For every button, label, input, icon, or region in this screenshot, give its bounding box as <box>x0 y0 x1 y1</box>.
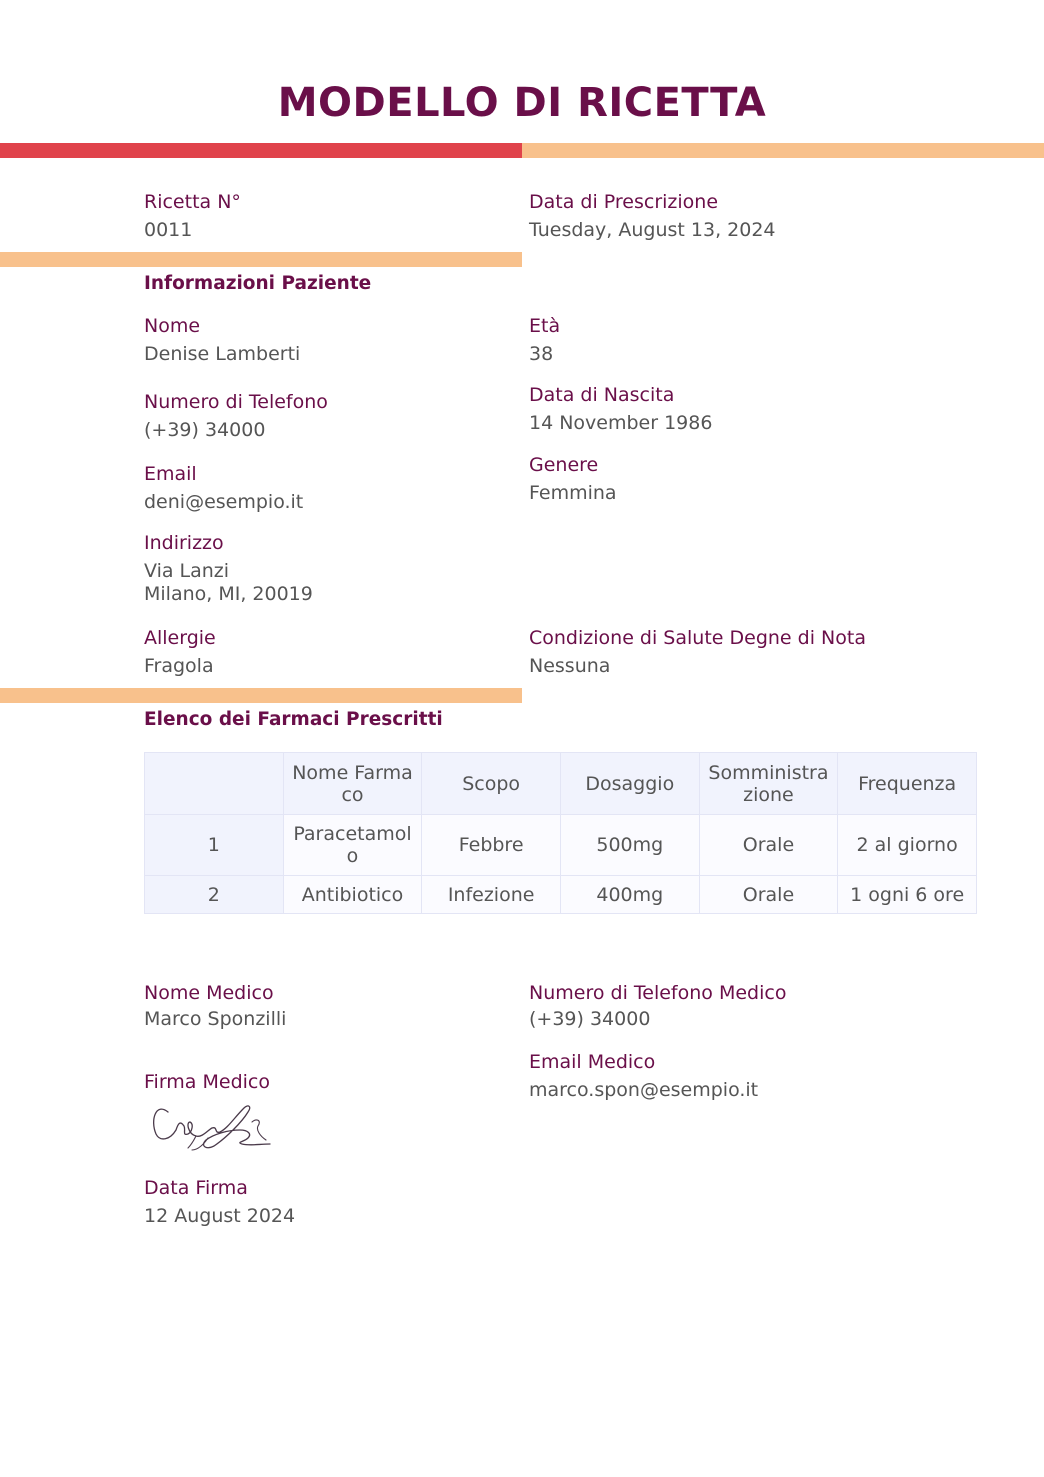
table-header-cell: Dosaggio <box>560 753 699 815</box>
table-header-cell <box>145 753 284 815</box>
doctor-signature-label: Firma Medico <box>144 1071 270 1093</box>
prescription-number-label: Ricetta N° <box>144 191 241 213</box>
table-cell: 400mg <box>560 876 699 914</box>
table-cell: Febbre <box>422 815 561 876</box>
patient-name-label: Nome <box>144 315 201 337</box>
patient-email-label: Email <box>144 463 197 485</box>
table-header-cell: Somministrazione <box>699 753 838 815</box>
patient-age-value: 38 <box>529 343 554 365</box>
table-cell-index: 1 <box>145 815 284 876</box>
patient-gender-label: Genere <box>529 454 599 476</box>
table-cell: 2 al giorno <box>838 815 977 876</box>
patient-name-field <box>144 314 300 366</box>
prescription-number-field <box>144 190 241 242</box>
doctor-email-label: Email Medico <box>529 1051 656 1073</box>
doctor-name-label: Nome Medico <box>144 982 274 1004</box>
patient-age-field <box>529 314 560 366</box>
medications-table <box>144 752 977 914</box>
sign-date-field <box>144 1176 295 1228</box>
patient-age-label: Età <box>529 315 561 337</box>
patient-birth-label: Data di Nascita <box>529 384 675 406</box>
prescription-number-value: 0011 <box>144 219 193 241</box>
patient-conditions-field <box>529 626 866 678</box>
header-divider-red <box>0 143 522 158</box>
table-header-cell: Frequenza <box>838 753 977 815</box>
doctor-name-field <box>144 981 286 1031</box>
patient-birth-value: 14 November 1986 <box>529 412 713 434</box>
patient-phone-field <box>144 390 328 442</box>
doctor-name-value: Marco Sponzilli <box>144 1008 287 1030</box>
table-cell: Orale <box>699 876 838 914</box>
prescription-date-field <box>529 190 776 242</box>
table-cell-index: 2 <box>145 876 284 914</box>
page-title: MODELLO DI RICETTA <box>277 80 767 126</box>
patient-gender-field <box>529 453 617 505</box>
patient-gender-value: Femmina <box>529 482 617 504</box>
patient-email-field <box>144 462 303 514</box>
patient-name-value: Denise Lamberti <box>144 343 301 365</box>
table-cell: Paracetamolo <box>283 815 422 876</box>
table-header-cell: Scopo <box>422 753 561 815</box>
patient-address-line2: Milano, MI, 20019 <box>144 583 313 605</box>
table-header-row <box>145 753 977 815</box>
table-row <box>145 815 977 876</box>
table-header-cell: Nome Farmaco <box>283 753 422 815</box>
patient-divider <box>0 252 522 267</box>
medications-divider <box>0 688 522 703</box>
table-cell: Infezione <box>422 876 561 914</box>
table-cell: Orale <box>699 815 838 876</box>
patient-allergies-value: Fragola <box>144 655 214 677</box>
table-cell: Antibiotico <box>283 876 422 914</box>
doctor-phone-value: (+39) 34000 <box>529 1008 651 1030</box>
doctor-email-field <box>529 1050 758 1102</box>
table-cell: 1 ogni 6 ore <box>838 876 977 914</box>
patient-address-label: Indirizzo <box>144 532 224 554</box>
patient-email-value: deni@esempio.it <box>144 491 304 513</box>
medications-section-title: Elenco dei Farmaci Prescritti <box>144 709 443 730</box>
sign-date-label: Data Firma <box>144 1177 248 1199</box>
prescription-date-value: Tuesday, August 13, 2024 <box>529 219 776 241</box>
patient-conditions-label: Condizione di Salute Degne di Nota <box>529 627 866 649</box>
patient-allergies-field <box>144 626 216 678</box>
doctor-phone-label: Numero di Telefono Medico <box>529 982 787 1004</box>
header-divider-orange <box>522 143 1044 158</box>
doctor-phone-field <box>529 981 786 1031</box>
patient-section-title: Informazioni Paziente <box>144 273 372 294</box>
doctor-email-value: marco.spon@esempio.it <box>529 1079 759 1101</box>
patient-birth-field <box>529 383 712 435</box>
patient-address-line1: Via Lanzi <box>144 560 230 582</box>
patient-phone-label: Numero di Telefono <box>144 391 328 413</box>
prescription-date-label: Data di Prescrizione <box>529 191 719 213</box>
patient-conditions-value: Nessuna <box>529 655 611 677</box>
patient-address-field <box>144 531 313 606</box>
table-row <box>145 876 977 914</box>
patient-allergies-label: Allergie <box>144 627 216 649</box>
handwritten-signature-icon <box>148 1100 272 1152</box>
sign-date-value: 12 August 2024 <box>144 1205 296 1227</box>
table-cell: 500mg <box>560 815 699 876</box>
patient-phone-value: (+39) 34000 <box>144 419 266 441</box>
